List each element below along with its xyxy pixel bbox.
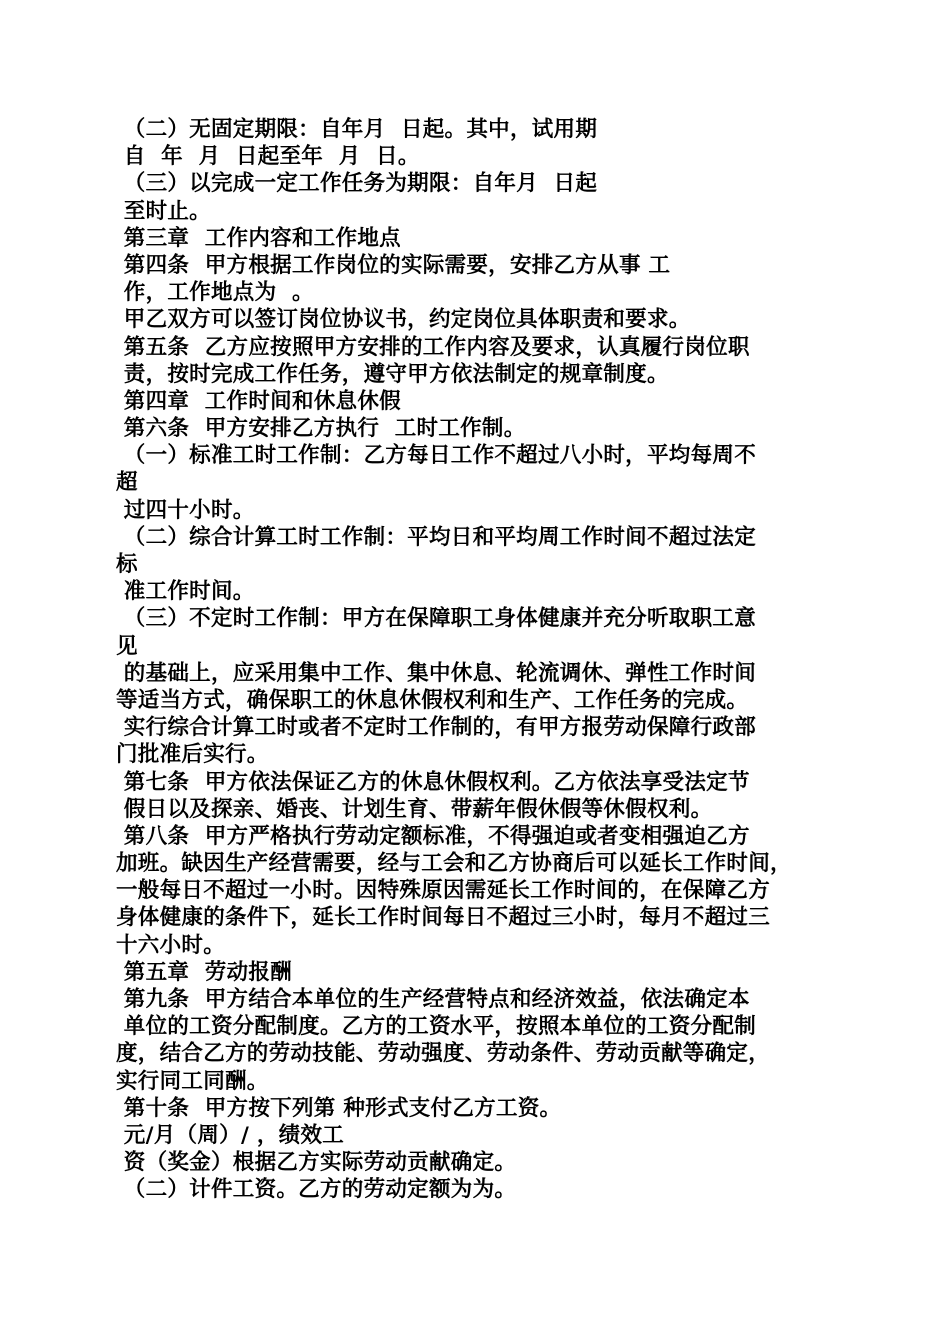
document-body	[116, 116, 856, 1204]
text-line: 第五条 乙方应按照甲方安排的工作内容及要求，认真履行岗位职	[116, 334, 750, 360]
text-line: 实行同工同酬。	[116, 1068, 269, 1094]
text-line: 第六条 甲方安排乙方执行 工时工作制。	[116, 416, 526, 442]
text-line: （一）标准工时工作制：乙方每日工作不超过八小时，平均每周不	[116, 443, 756, 469]
text-line: 至时止。	[116, 198, 211, 224]
chapter-heading: 第五章 劳动报酬	[116, 959, 292, 985]
text-line: 第九条 甲方结合本单位的生产经营特点和经济效益，依法确定本	[116, 987, 750, 1012]
chapter-heading: 第三章 工作内容和工作地点	[116, 225, 401, 251]
text-line: 第七条 甲方依法保证乙方的休息休假权利。乙方依法享受法定节	[116, 769, 750, 795]
text-line: 准工作时间。	[116, 579, 255, 605]
text-line: （二）综合计算工时工作制：平均日和平均周工作时间不超过法定	[116, 524, 756, 550]
text-line: （三）不定时工作制：甲方在保障职工身体健康并充分听取职工意	[116, 606, 756, 632]
text-line: 作，工作地点为 。	[116, 280, 314, 306]
text-line: 见	[116, 633, 138, 659]
text-line: 甲乙双方可以签订岗位协议书，约定岗位具体职责和要求。	[116, 307, 691, 333]
text-line: 第四条 甲方根据工作岗位的实际需要，安排乙方从事 工	[116, 252, 671, 278]
text-line: 超	[116, 470, 138, 496]
text-line: 第八条 甲方严格执行劳动定额标准，不得强迫或者变相强迫乙方	[116, 823, 750, 849]
text-line: 责，按时完成工作任务，遵守甲方依法制定的规章制度。	[116, 361, 669, 387]
text-line: 第十条 甲方按下列第 种形式支付乙方工资。	[116, 1095, 562, 1121]
text-line: （三）以完成一定工作任务为期限：自年月 日起	[116, 171, 598, 197]
text-line: 假日以及探亲、婚丧、计划生育、带薪年假休假等休假权利。	[116, 796, 713, 822]
text-line: 等适当方式，确保职工的休息休假权利和生产、工作任务的完成。	[116, 687, 749, 713]
text-line: 门批准后实行。	[116, 742, 269, 768]
text-line: （二）计件工资。乙方的劳动定额为为。	[116, 1177, 517, 1203]
text-line: 自 年 月 日起至年 月 日。	[116, 144, 420, 170]
text-line: （二）无固定期限：自年月 日起。其中，试用期	[116, 117, 598, 142]
text-line: 实行综合计算工时或者不定时工作制的，有甲方报劳动保障行政部	[116, 715, 756, 741]
text-line: 过四十小时。	[116, 497, 255, 523]
text-line: 元/月（周）/ ，绩效工	[116, 1122, 345, 1148]
text-line: 单位的工资分配制度。乙方的工资水平，按照本单位的工资分配制	[116, 1014, 756, 1040]
text-line: 度，结合乙方的劳动技能、劳动强度、劳动条件、劳动贡献等确定，	[116, 1041, 771, 1067]
chapter-heading: 第四章 工作时间和休息休假	[116, 388, 401, 414]
text-line: 资（奖金）根据乙方实际劳动贡献确定。	[116, 1150, 517, 1176]
text-line: 十六小时。	[116, 932, 226, 958]
text-line: 身体健康的条件下，延长工作时间每日不超过三小时，每月不超过三	[116, 905, 771, 931]
text-line: 标	[116, 552, 138, 577]
text-line: 的基础上，应采用集中工作、集中休息、轮流调休、弹性工作时间	[116, 660, 756, 686]
text-line: 一般每日不超过一小时。因特殊原因需延长工作时间的，在保障乙方	[116, 878, 771, 904]
text-line: 加班。缺因生产经营需要，经与工会和乙方协商后可以延长工作时间，	[116, 851, 792, 877]
